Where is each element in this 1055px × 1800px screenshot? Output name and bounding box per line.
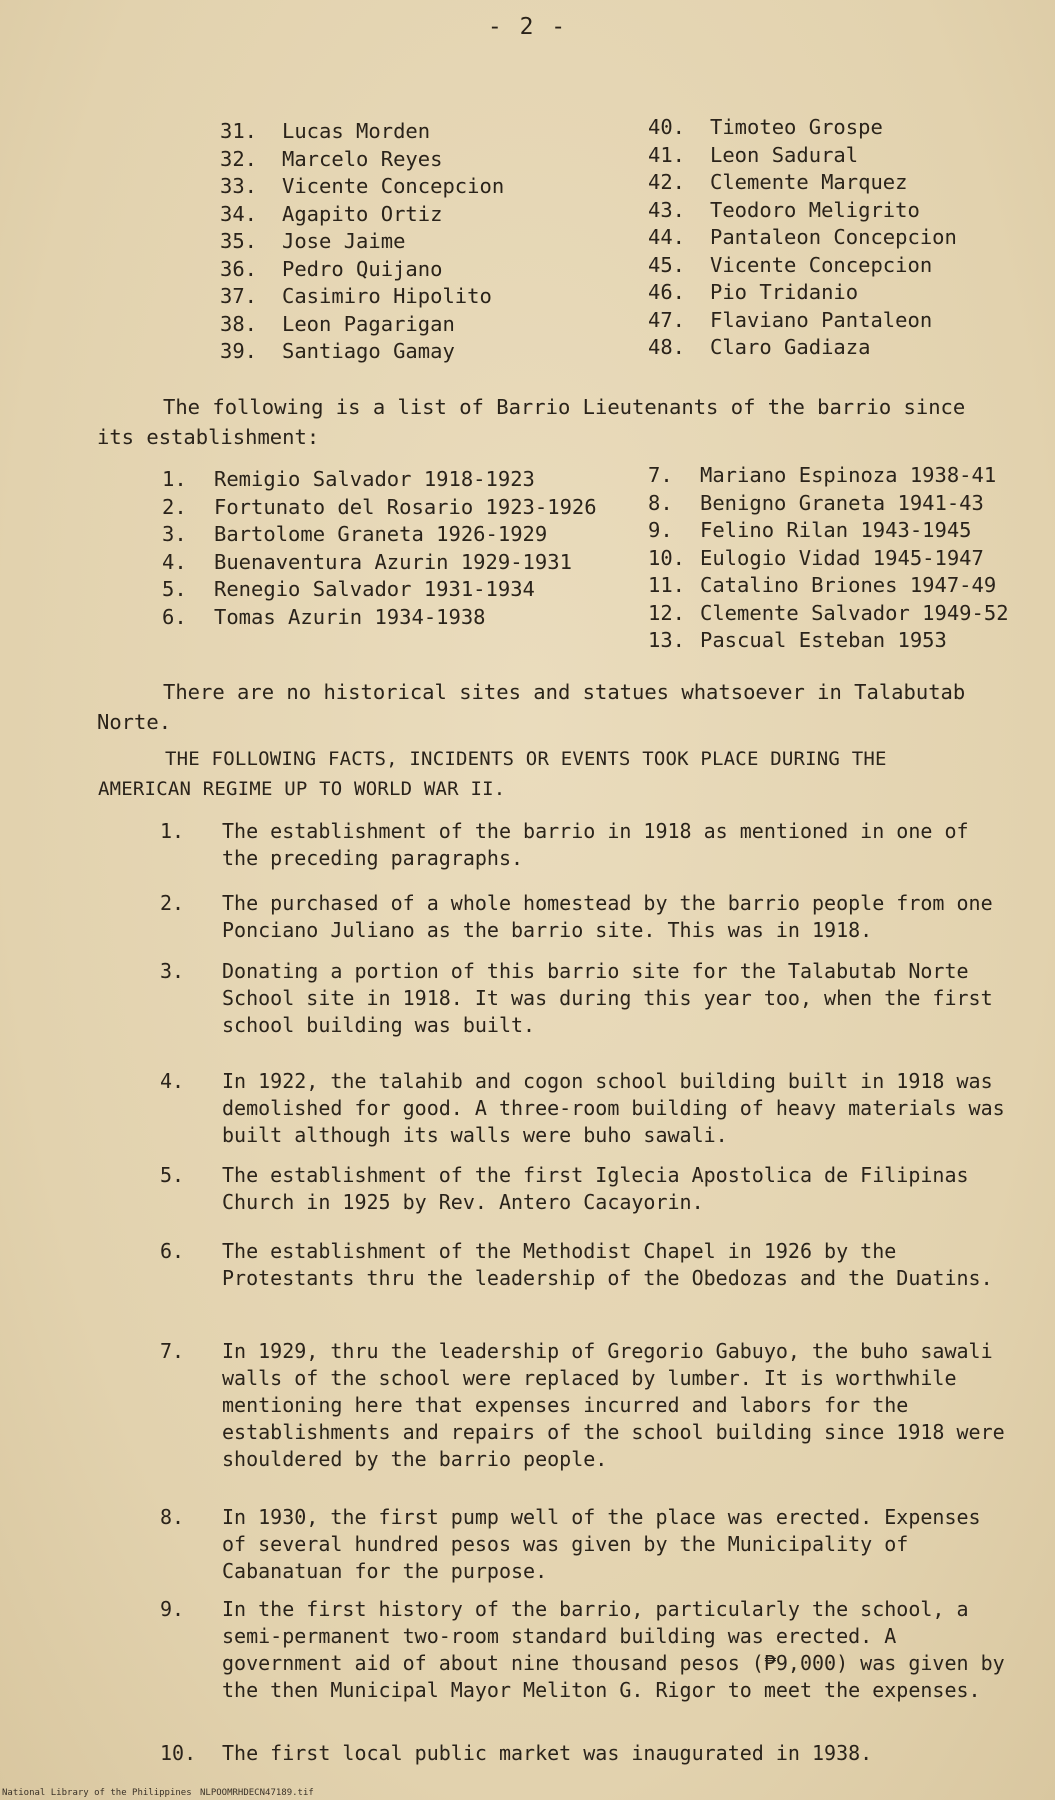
list-item: 39. Santiago Gamay <box>220 339 455 363</box>
fact-item: 3. Donating a portion of this barrio site for the Talabutab Norte School site in 1918. It was during this year too, when the first school building was built. <box>160 959 993 1037</box>
fact-item: 4. In 1922, the talahib and cogon school building built in 1918 was demolished for good. A three-room building of heavy materials was built although its walls were buho sawali. <box>160 1069 1005 1147</box>
list-item: 7. Mariano Espinoza 1938-41 <box>648 463 997 487</box>
list-item: 42. Clemente Marquez <box>648 170 908 194</box>
list-item: 47. Flaviano Pantaleon <box>648 307 933 332</box>
historical-sites-paragraph: There are no historical sites and statues whatsoever in Talabutab Norte. <box>97 680 966 734</box>
list-item: 13. Pascual Esteban 1953 <box>648 628 947 652</box>
list-item: 9. Felino Rilan 1943-1945 <box>648 518 972 542</box>
list-item: 1. Remigio Salvador 1918-1923 <box>162 467 535 491</box>
fact-item: 9. In the first history of the barrio, particularly the school, a semi-permanent two-room standard building was erected. A government aid of about nine thousand pesos (₱9,000) was given by the then Municipal Mayor Meliton G. Rigor to meet the expenses. <box>160 1597 1005 1702</box>
list-item: 6. Tomas Azurin 1934-1938 <box>162 604 486 629</box>
names-list-left <box>220 118 504 366</box>
list-item: 10. Eulogio Vidad 1945-1947 <box>648 545 984 570</box>
list-item: 32. Marcelo Reyes <box>220 146 443 171</box>
list-item: 41. Leon Sadural <box>648 142 859 167</box>
list-item: 45. Vicente Concepcion <box>648 252 933 277</box>
list-item: 36. Pedro Quijano <box>220 256 443 281</box>
list-item: 4. Buenaventura Azurin 1929-1931 <box>162 549 572 574</box>
fact-item: 5. The establishment of the first Iglecia Apostolica de Filipinas Church in 1925 by Rev. Antero Cacayorin. <box>160 1163 969 1214</box>
list-item: 33. Vicente Concepcion <box>220 174 505 198</box>
list-item: 40. Timoteo Grospe <box>648 115 883 139</box>
lieutenants-list-right <box>648 462 1009 655</box>
list-item: 43. Teodoro Meligrito <box>648 197 920 222</box>
lieutenants-list-left <box>162 466 597 631</box>
list-item: 5. Renegio Salvador 1931-1934 <box>162 577 535 601</box>
fact-item: 6. The establishment of the Methodist Chapel in 1926 by the Protestants thru the leadership of the Obedozas and the Duatins. <box>160 1239 993 1290</box>
list-item: 46. Pio Tridanio <box>648 280 859 304</box>
footer-filename: NLPOOMRHDECN47189.tif <box>200 1788 314 1798</box>
list-item: 12. Clemente Salvador 1949-52 <box>648 600 1009 625</box>
fact-item: 1. The establishment of the barrio in 1918 as mentioned in one of the preceding paragraphs. <box>160 819 969 870</box>
list-item: 34. Agapito Ortiz <box>220 201 443 226</box>
fact-item: 8. In 1930, the first pump well of the place was erected. Expenses of several hundred pesos was given by the Municipality of Cabanatuan for the purpose. <box>160 1505 981 1583</box>
fact-item: 10. The first local public market was inaugurated in 1938. <box>160 1741 873 1765</box>
list-item: 35. Jose Jaime <box>220 229 406 253</box>
list-item: 38. Leon Pagarigan <box>220 311 455 336</box>
page-number: - 2 - <box>487 14 568 40</box>
fact-item: 2. The purchased of a whole homestead by the barrio people from one Ponciano Juliano as the barrio site. This was in 1918. <box>160 891 993 942</box>
list-item: 44. Pantaleon Concepcion <box>648 225 957 249</box>
list-item: 31. Lucas Morden <box>220 119 431 143</box>
list-item: 2. Fortunato del Rosario 1923-1926 <box>162 494 597 519</box>
lieutenants-intro: The following is a list of Barrio Lieutenants of the barrio since its establishment: <box>97 395 966 449</box>
list-item: 48. Claro Gadiaza <box>648 335 871 359</box>
fact-item: 7. In 1929, thru the leadership of Gregorio Gabuyo, the buho sawali walls of the school were replaced by lumber. It is worthwhile mentioning here that expenses incurred and labors for the establishments and repairs of the school building since 1918 were shouldered by the barrio people. <box>160 1339 1005 1471</box>
facts-heading: THE FOLLOWING FACTS, INCIDENTS OR EVENTS TOOK PLACE DURING THE AMERICAN REGIME UP TO WORLD WAR II. <box>98 748 887 800</box>
list-item: 37. Casimiro Hipolito <box>220 284 492 308</box>
list-item: 8. Benigno Graneta 1941-43 <box>648 490 984 515</box>
list-item: 11. Catalino Briones 1947-49 <box>648 573 997 597</box>
names-list-right <box>648 114 957 362</box>
footer-source: National Library of the Philippines <box>2 1788 192 1798</box>
list-item: 3. Bartolome Graneta 1926-1929 <box>162 522 548 546</box>
